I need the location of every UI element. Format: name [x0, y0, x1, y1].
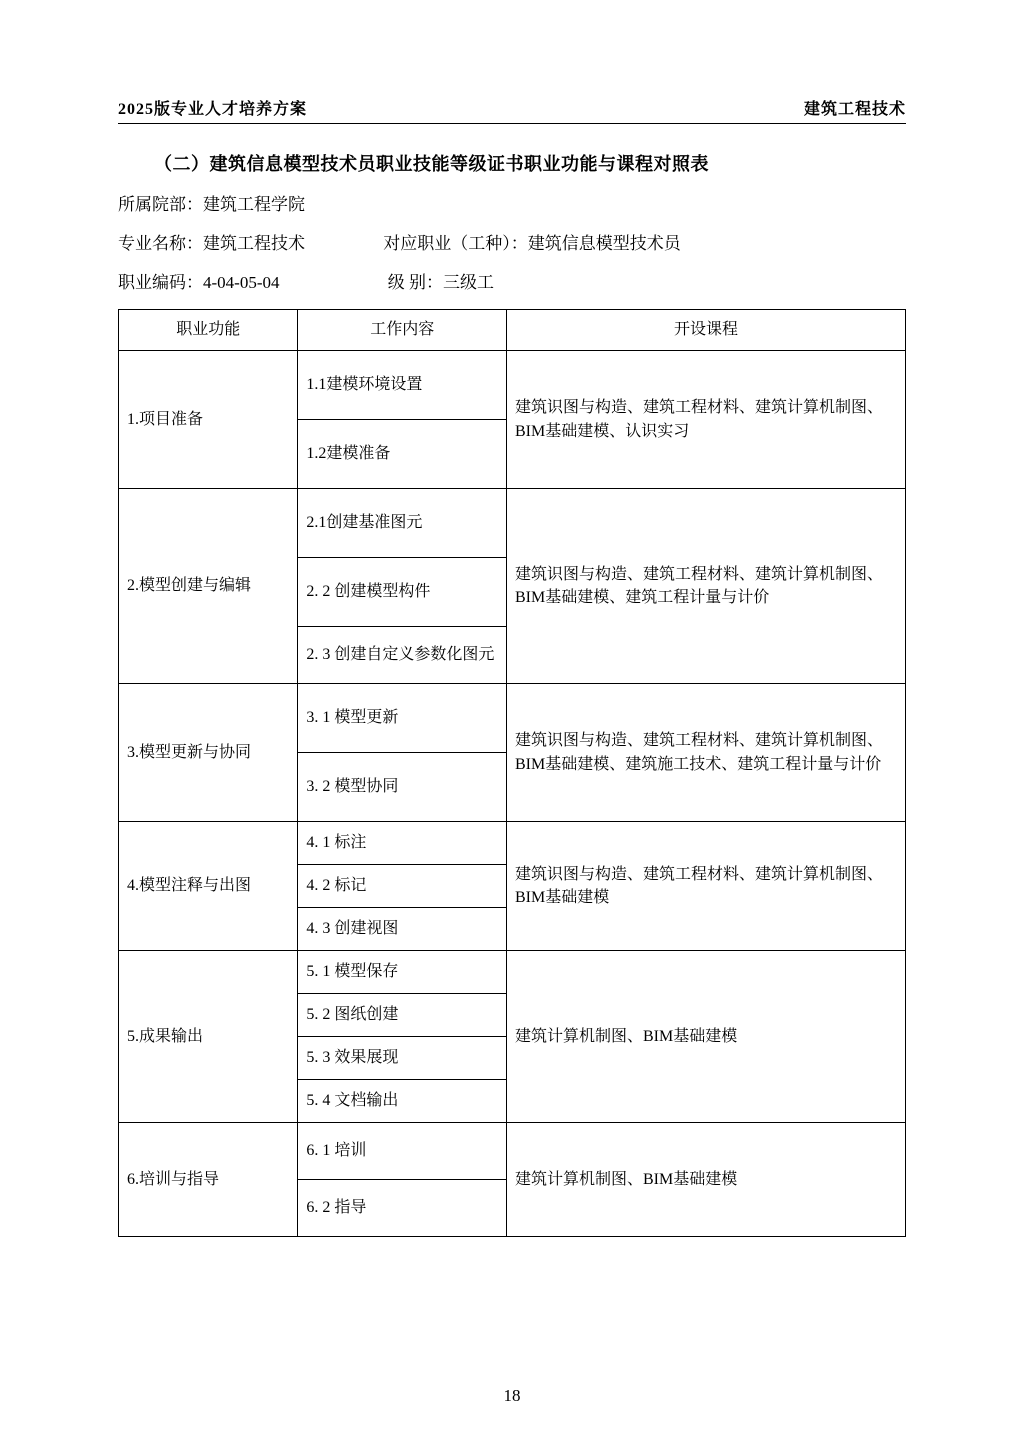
table-row — [119, 684, 906, 753]
header-left-text: 2025版专业人才培养方案 — [118, 101, 308, 118]
meta-code — [118, 268, 906, 293]
work-cell: 4. 1 标注 — [298, 822, 507, 865]
work-cell: 6. 1 培训 — [298, 1123, 507, 1180]
running-header — [118, 96, 906, 124]
work-cell: 5. 3 效果展现 — [298, 1037, 507, 1080]
table-row — [119, 489, 906, 558]
work-cell: 3. 2 模型协同 — [298, 753, 507, 822]
course-cell: 建筑识图与构造、建筑工程材料、建筑计算机制图、BIM基础建模、认识实习 — [506, 351, 905, 489]
work-cell: 2. 3 创建自定义参数化图元 — [298, 627, 507, 684]
function-cell: 5.成果输出 — [119, 951, 298, 1123]
work-cell: 3. 1 模型更新 — [298, 684, 507, 753]
meta-department — [118, 190, 906, 215]
column-header-function: 职业功能 — [119, 310, 298, 351]
occupation-label: 对应职业（工种）：建筑信息模型技术员 — [383, 234, 681, 253]
work-cell: 5. 4 文档输出 — [298, 1080, 507, 1123]
function-cell: 4.模型注释与出图 — [119, 822, 298, 951]
course-cell: 建筑识图与构造、建筑工程材料、建筑计算机制图、BIM基础建模、建筑工程计量与计价 — [506, 489, 905, 684]
table-row — [119, 1123, 906, 1180]
job-function-course-table — [118, 309, 906, 1237]
function-cell: 1.项目准备 — [119, 351, 298, 489]
page-title: （二）建筑信息模型技术员职业技能等级证书职业功能与课程对照表 — [154, 154, 709, 174]
work-cell: 4. 3 创建视图 — [298, 908, 507, 951]
table-row — [119, 822, 906, 865]
table-row — [119, 351, 906, 420]
meta-major — [118, 229, 906, 254]
column-header-course: 开设课程 — [506, 310, 905, 351]
department-label: 所属院部：建筑工程学院 — [118, 195, 305, 214]
level-label: 级 别：三级工 — [387, 273, 494, 292]
course-cell: 建筑计算机制图、BIM基础建模 — [506, 1123, 905, 1237]
work-cell: 5. 1 模型保存 — [298, 951, 507, 994]
work-cell: 2.1创建基准图元 — [298, 489, 507, 558]
work-cell: 2. 2 创建模型构件 — [298, 558, 507, 627]
function-cell: 2.模型创建与编辑 — [119, 489, 298, 684]
table-header-row — [119, 310, 906, 351]
work-cell: 5. 2 图纸创建 — [298, 994, 507, 1037]
course-cell: 建筑识图与构造、建筑工程材料、建筑计算机制图、BIM基础建模 — [506, 822, 905, 951]
page-number: 18 — [503, 1386, 521, 1405]
column-header-work: 工作内容 — [298, 310, 507, 351]
course-cell: 建筑计算机制图、BIM基础建模 — [506, 951, 905, 1123]
function-cell: 3.模型更新与协同 — [119, 684, 298, 822]
table-row — [119, 951, 906, 994]
course-cell: 建筑识图与构造、建筑工程材料、建筑计算机制图、BIM基础建模、建筑施工技术、建筑工程计量与计价 — [506, 684, 905, 822]
work-cell: 1.1建模环境设置 — [298, 351, 507, 420]
occupation-code-label: 职业编码：4-04-05-04 — [118, 273, 280, 292]
work-cell: 6. 2 指导 — [298, 1180, 507, 1237]
work-cell: 1.2建模准备 — [298, 420, 507, 489]
work-cell: 4. 2 标记 — [298, 865, 507, 908]
header-right-text: 建筑工程技术 — [803, 101, 906, 118]
major-label: 专业名称：建筑工程技术 — [118, 234, 305, 253]
function-cell: 6.培训与指导 — [119, 1123, 298, 1237]
